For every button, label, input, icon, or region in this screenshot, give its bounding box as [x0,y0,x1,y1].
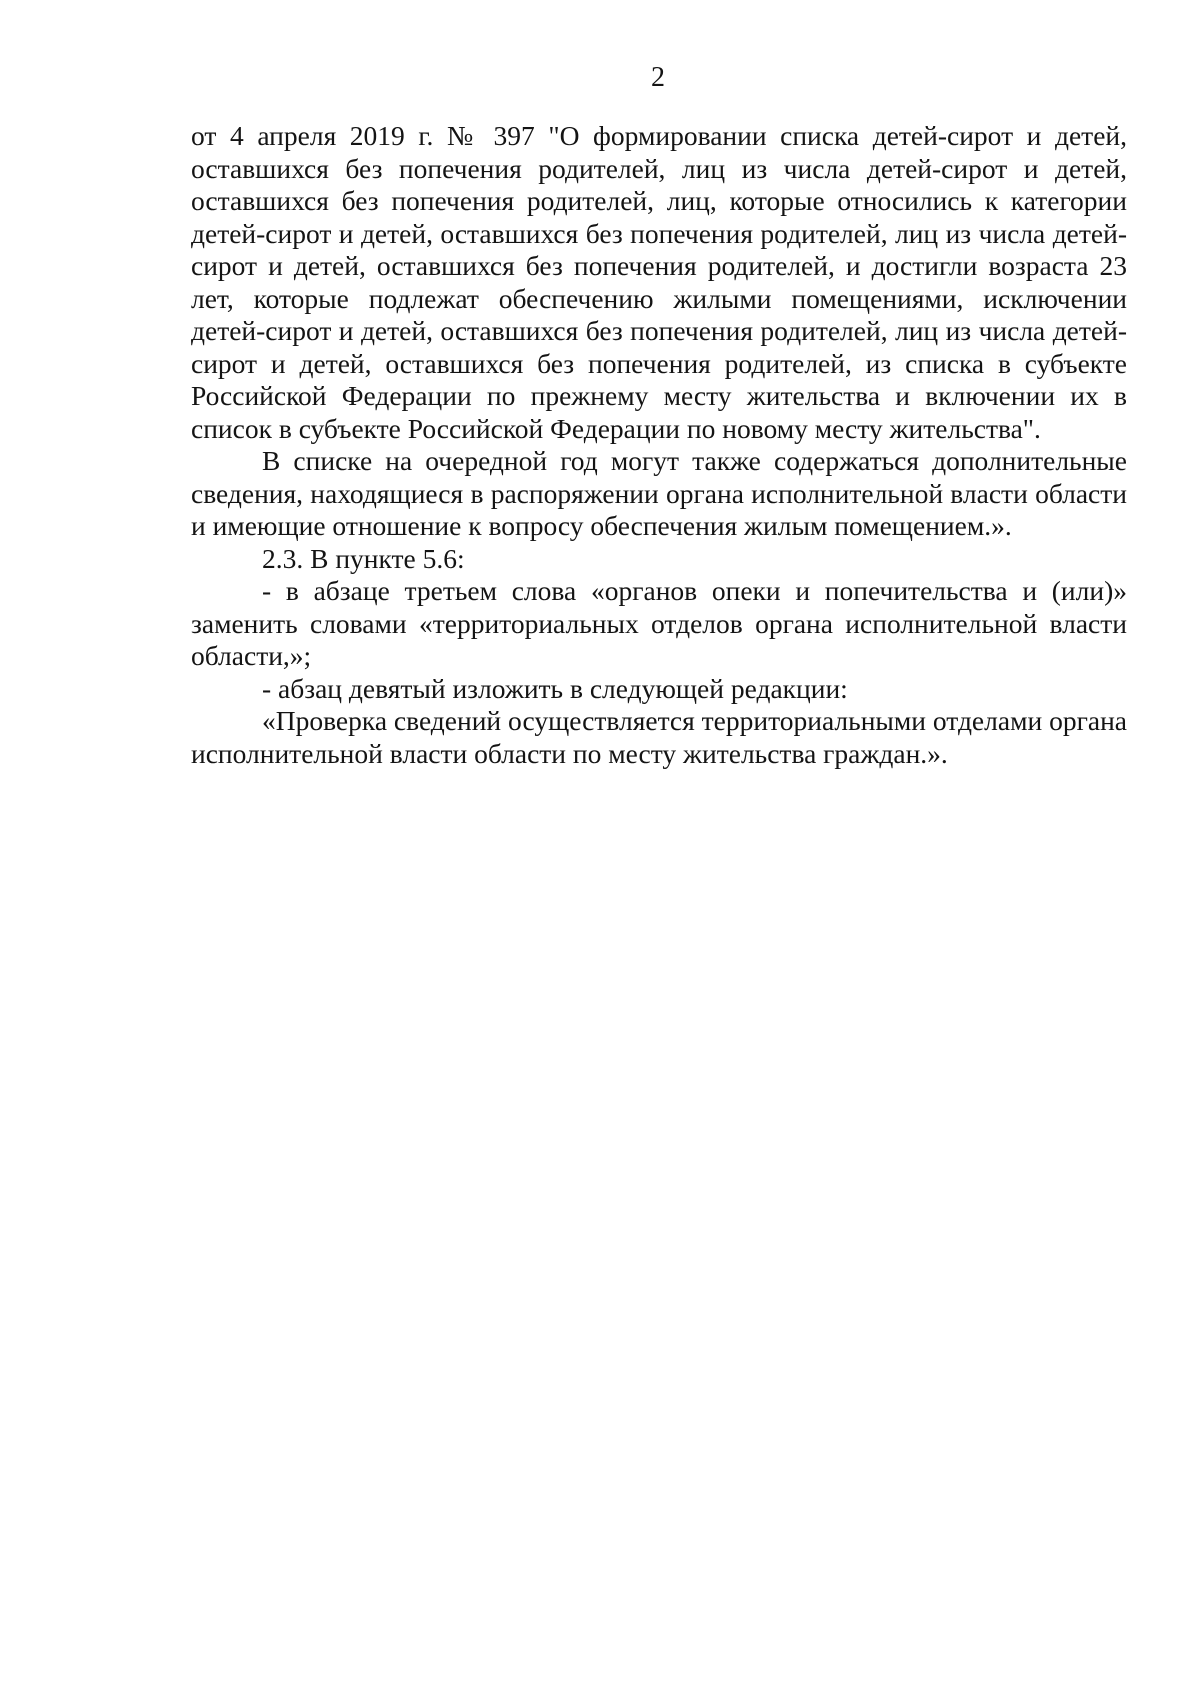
paragraph-amendment-third: - в абзаце третьем слова «органов опеки и попечительства и (или)» заменить словами «территориальных отделов органа исполнительной власти области,»; [191,575,1127,671]
paragraph-amendment-ninth: - абзац девятый изложить в следующей редакции: [262,672,848,704]
paragraph-clause-2-3: 2.3. В пункте 5.6: [262,542,465,574]
paragraph-decree-reference: от 4 апреля 2019 г. № 397 "О формировании списка детей-сирот и детей, оставшихся без попечения родителей, лиц из числа детей-сирот и детей, оставшихся без попечения родителей, лиц, которые относились к категории детей-сирот и детей, оставшихся без попечения родителей, лиц из числа детей-сирот и детей, оставшихся без попечения родителей, и достигли возраста 23 лет, которые подлежат обеспечению жилыми помещениями, исключении детей-сирот и детей, оставшихся без попечения родителей, лиц из числа детей-сирот и детей, оставшихся без попечения родителей, из списка в субъекте Российской Федерации по прежнему месту жительства и включении их в список в субъекте Российской Федерации по новому месту жительства". [191,120,1127,444]
paragraph-new-wording: «Проверка сведений осуществляется территориальными отделами органа исполнительной власти области по месту жительства граждан.». [191,705,1127,769]
document-body [191,120,1127,770]
page-number: 2 [651,62,665,93]
paragraph-additional-info: В списке на очередной год могут также содержаться дополнительные сведения, находящиеся в распоряжении органа исполнительной власти области и имеющие отношение к вопросу обеспечения жилым помещением.». [191,445,1127,541]
